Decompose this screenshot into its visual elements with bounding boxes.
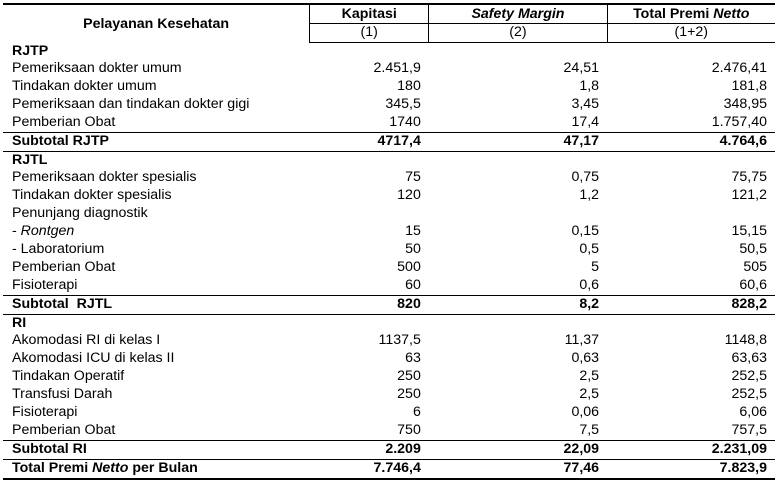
section-title: RJTP: [12, 42, 49, 59]
subtotal-total: 2.231,09: [607, 440, 775, 459]
table-row: [3, 386, 775, 404]
row-label: Penunjang diagnostik: [12, 205, 148, 221]
total-value: 181,8: [731, 78, 767, 94]
ri-section: [3, 314, 775, 459]
grand-total-label: [3, 459, 310, 479]
row-label: Fisioterapi: [12, 277, 78, 293]
subtotal-row: [3, 132, 775, 151]
section-title-row: [3, 314, 775, 332]
total-value: 60,6: [739, 277, 767, 293]
table-row: [3, 223, 775, 241]
row-label-prefix: -: [12, 223, 21, 239]
kapitasi-value: 250: [397, 386, 421, 402]
margin-value: 5: [591, 259, 600, 275]
kapitasi-value: 60: [405, 277, 421, 293]
grand-total-row: [3, 459, 775, 479]
table-row: [3, 169, 775, 187]
total-value: 2.476,41: [711, 60, 767, 76]
margin-value: [429, 205, 607, 223]
rjtp-section: [3, 43, 775, 152]
margin-value: 1,2: [579, 187, 600, 203]
row-label: [3, 223, 310, 241]
subtotal-margin: 22,09: [429, 440, 607, 459]
subtotal-label: Subtotal RI: [3, 440, 310, 459]
margin-value: 1,8: [579, 78, 600, 94]
margin-value: 0,5: [579, 241, 600, 257]
row-label: Pemeriksaan dokter umum: [12, 60, 182, 76]
row-label: Pemeriksaan dokter spesialis: [12, 169, 197, 185]
margin-value: 2,5: [579, 386, 600, 402]
row-label: Pemberian Obat: [12, 422, 116, 438]
rjtl-section: [3, 151, 775, 314]
margin-value: 0,15: [571, 223, 600, 239]
row-label: Pemberian Obat: [12, 114, 116, 130]
margin-value: 11,37: [564, 332, 600, 348]
row-label: Pemberian Obat: [12, 259, 116, 275]
subtotal-margin: 47,17: [429, 132, 607, 151]
total-value: 75,75: [731, 169, 767, 185]
premium-table: [3, 3, 775, 480]
kapitasi-value: 250: [397, 368, 421, 384]
kapitasi-value: 180: [397, 78, 421, 94]
row-label: Tindakan Operatif: [12, 368, 125, 384]
grand-total-kapitasi: 7.746,4: [310, 459, 429, 479]
kapitasi-value: 120: [397, 187, 421, 203]
total-value: 50,5: [739, 241, 767, 257]
total-value: 505: [743, 259, 767, 275]
kapitasi-value: 345,5: [385, 96, 421, 112]
margin-value: 17,4: [571, 114, 600, 130]
subtotal-margin: 8,2: [429, 295, 607, 314]
table-row: [3, 60, 775, 78]
header-total-premi-netto: Netto: [713, 6, 750, 22]
table-row: [3, 332, 775, 350]
total-value: 348,95: [723, 96, 767, 112]
row-label: - Laboratorium: [12, 241, 105, 257]
grand-total-total: 7.823,9: [607, 459, 775, 479]
subtotal-kapitasi: 2.209: [310, 440, 429, 459]
subtotal-kapitasi: 820: [310, 295, 429, 314]
header-sub-2: (2): [429, 24, 607, 43]
table-row: [3, 404, 775, 422]
table-row: [3, 114, 775, 133]
kapitasi-value: 1137,5: [378, 332, 421, 348]
header-total-premi: [607, 4, 775, 24]
margin-value: 0,6: [579, 277, 600, 293]
subtotal-label: Subtotal RJTL: [3, 295, 310, 314]
margin-value: 7,5: [579, 422, 600, 438]
header-total-premi-text: Total Premi: [633, 6, 714, 22]
total-value: 63,63: [731, 350, 767, 366]
subtotal-total: 828,2: [607, 295, 775, 314]
table-row: [3, 422, 775, 441]
table-row: [3, 96, 775, 114]
total-value: 6,06: [739, 404, 767, 420]
total-value: 15,15: [731, 223, 767, 239]
table-row: [3, 350, 775, 368]
table-row: [3, 368, 775, 386]
total-value: [607, 205, 775, 223]
margin-value: 24,51: [563, 60, 600, 76]
header-safety-margin: Safety Margin: [429, 4, 607, 24]
kapitasi-value: 6: [412, 404, 421, 420]
margin-value: 0,75: [571, 169, 600, 185]
kapitasi-value: [310, 205, 429, 223]
subtotal-row: [3, 295, 775, 314]
margin-value: 0,63: [571, 350, 600, 366]
subtotal-total: 4.764,6: [607, 132, 775, 151]
premium-table-container: [3, 3, 775, 480]
row-label: Pemeriksaan dan tindakan dokter gigi: [12, 96, 250, 112]
total-value: 1.757,40: [711, 114, 767, 130]
total-value: 121,2: [731, 187, 767, 203]
kapitasi-value: 750: [397, 422, 421, 438]
grand-total-label-netto: Netto: [92, 460, 129, 476]
kapitasi-value: 50: [405, 241, 421, 257]
table-row: [3, 205, 775, 223]
grand-total-section: [3, 459, 775, 479]
grand-total-margin: 77,46: [429, 459, 607, 479]
kapitasi-value: 63: [405, 350, 421, 366]
subtotal-kapitasi: 4717,4: [310, 132, 429, 151]
margin-value: 2,5: [579, 368, 600, 384]
header-service: Pelayanan Kesehatan: [3, 4, 310, 43]
kapitasi-value: 2.451,9: [373, 60, 421, 76]
row-label: Tindakan dokter umum: [12, 78, 157, 94]
grand-total-label-prefix: Total Premi: [12, 460, 93, 476]
total-value: 1148,8: [724, 332, 767, 348]
subtotal-row: [3, 440, 775, 459]
table-row: [3, 187, 775, 205]
header-sub-3: (1+2): [607, 24, 775, 43]
total-value: 252,5: [731, 386, 767, 402]
section-title: RJTL: [12, 151, 48, 168]
table-row: [3, 259, 775, 277]
header-row: [3, 4, 775, 24]
row-label: Tindakan dokter spesialis: [12, 187, 172, 203]
header-kapitasi: Kapitasi: [310, 4, 429, 24]
row-label: Transfusi Darah: [12, 386, 113, 402]
table-row: [3, 277, 775, 296]
section-title-row: [3, 151, 775, 169]
row-label-italic: Rontgen: [20, 223, 75, 239]
table-row: [3, 78, 775, 96]
margin-value: 3,45: [571, 96, 600, 112]
header-sub-1: (1): [310, 24, 429, 43]
row-label: Akomodasi ICU di kelas II: [12, 350, 175, 366]
kapitasi-value: 1740: [389, 114, 421, 130]
total-value: 757,5: [731, 422, 767, 438]
subtotal-label: Subtotal RJTP: [3, 132, 310, 151]
total-value: 252,5: [731, 368, 767, 384]
row-label: Fisioterapi: [12, 404, 78, 420]
kapitasi-value: 75: [405, 169, 421, 185]
kapitasi-value: 15: [405, 223, 421, 239]
section-title-row: [3, 43, 775, 60]
row-label: Akomodasi RI di kelas I: [12, 332, 161, 348]
kapitasi-value: 500: [397, 259, 421, 275]
table-row: [3, 241, 775, 259]
section-title: RI: [12, 314, 27, 331]
grand-total-label-suffix: per Bulan: [128, 460, 198, 476]
margin-value: 0,06: [571, 404, 600, 420]
